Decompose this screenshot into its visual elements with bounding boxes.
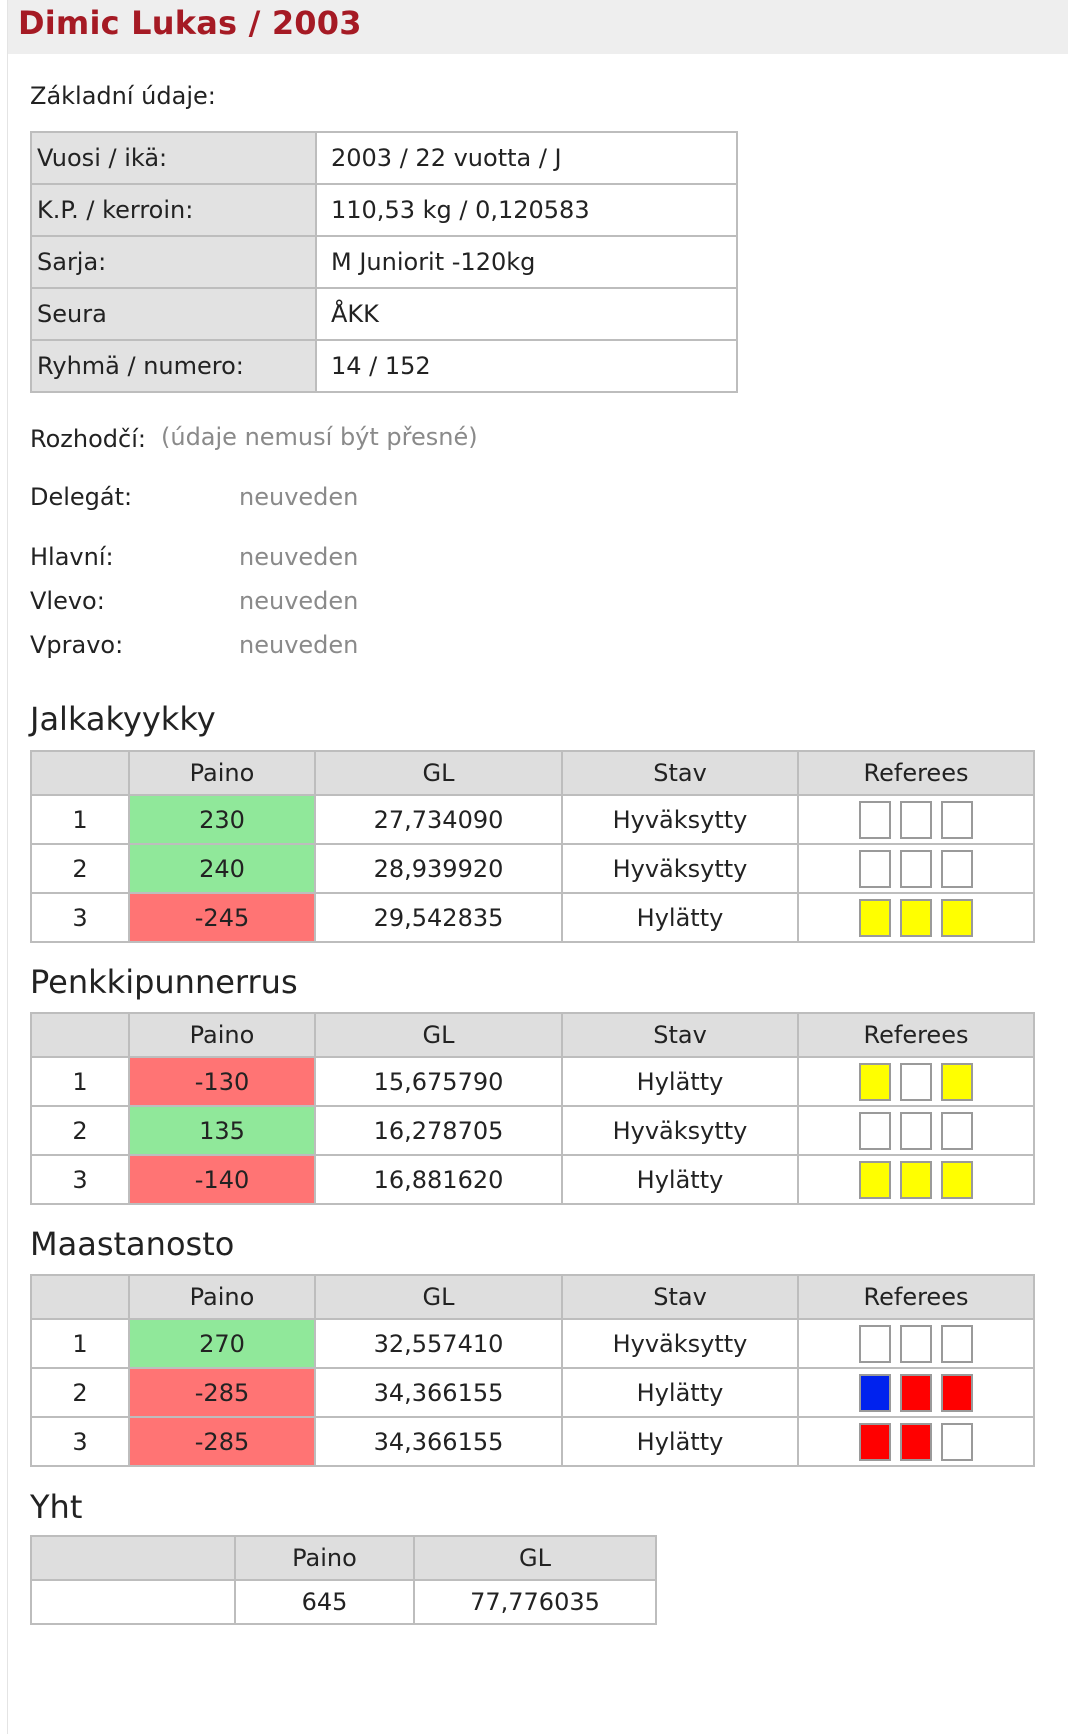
attempt-row [31, 1319, 1034, 1368]
attempt-number: 2 [31, 1106, 129, 1155]
total-blank-cell [31, 1580, 235, 1624]
referee-left-value: neuveden [239, 587, 359, 615]
attempt-weight: -285 [129, 1417, 315, 1466]
attempt-gl: 16,278705 [315, 1106, 562, 1155]
attempt-number: 3 [31, 893, 129, 942]
lift-col-paino: Paino [129, 751, 315, 795]
lift-col-refs: Referees [798, 1013, 1034, 1057]
lift-table [30, 750, 1035, 943]
lift-col-gl: GL [315, 1013, 562, 1057]
basic-info-row [31, 132, 737, 184]
referee-light-yellow [900, 899, 932, 937]
referee-light-yellow [859, 1063, 891, 1101]
basic-info-label: K.P. / kerroin: [31, 184, 316, 236]
total-table [30, 1535, 657, 1625]
attempt-referee-lights [798, 795, 1034, 844]
attempt-gl: 15,675790 [315, 1057, 562, 1106]
lift-header-row [31, 1275, 1034, 1319]
lift-col-gl: GL [315, 751, 562, 795]
lift-col-no [31, 1275, 129, 1319]
lift-col-stav: Stav [562, 751, 798, 795]
referee-left-label: Vlevo: [30, 587, 105, 615]
lift-col-stav: Stav [562, 1013, 798, 1057]
attempt-number: 3 [31, 1155, 129, 1204]
page-title: Dimic Lukas / 2003 [18, 4, 362, 42]
referee-light-white [900, 850, 932, 888]
referee-delegate-value: neuveden [239, 483, 359, 511]
attempt-gl: 29,542835 [315, 893, 562, 942]
basic-info-label: Ryhmä / numero: [31, 340, 316, 392]
lift-title: Maastanosto [30, 1225, 235, 1263]
referee-light-yellow [900, 1161, 932, 1199]
lift-col-paino: Paino [129, 1013, 315, 1057]
attempt-referee-lights [798, 1106, 1034, 1155]
referee-delegate-label: Delegát: [30, 483, 133, 511]
lift-col-no [31, 751, 129, 795]
attempt-gl: 27,734090 [315, 795, 562, 844]
attempt-referee-lights [798, 1057, 1034, 1106]
basic-info-label: Sarja: [31, 236, 316, 288]
referee-lights [799, 1325, 1033, 1363]
attempt-gl: 28,939920 [315, 844, 562, 893]
referee-right-label: Vpravo: [30, 631, 124, 659]
referee-main-value: neuveden [239, 543, 359, 571]
referee-lights [799, 1161, 1033, 1199]
lift-col-gl: GL [315, 1275, 562, 1319]
referees-note: (údaje nemusí být přesné) [161, 423, 478, 451]
attempt-row [31, 1155, 1034, 1204]
attempt-referee-lights [798, 1417, 1034, 1466]
total-col-gl: GL [414, 1536, 656, 1580]
attempt-status: Hylätty [562, 1368, 798, 1417]
attempt-row [31, 893, 1034, 942]
attempt-weight: 230 [129, 795, 315, 844]
page-left-edge [7, 0, 8, 1734]
total-row [31, 1580, 656, 1624]
attempt-referee-lights [798, 1155, 1034, 1204]
attempt-number: 1 [31, 795, 129, 844]
referee-light-white [900, 1325, 932, 1363]
attempt-gl: 32,557410 [315, 1319, 562, 1368]
lift-title: Penkkipunnerrus [30, 963, 298, 1001]
referee-lights [799, 1112, 1033, 1150]
referee-lights [799, 1423, 1033, 1461]
lift-col-refs: Referees [798, 1275, 1034, 1319]
basic-info-row [31, 288, 737, 340]
basic-info-label: Vuosi / ikä: [31, 132, 316, 184]
basic-info-row [31, 340, 737, 392]
referee-main-label: Hlavní: [30, 543, 114, 571]
referee-right-value: neuveden [239, 631, 359, 659]
total-col-blank [31, 1536, 235, 1580]
lift-header-row [31, 751, 1034, 795]
basic-info-value: 110,53 kg / 0,120583 [316, 184, 737, 236]
attempt-status: Hylätty [562, 1155, 798, 1204]
referee-light-red [900, 1374, 932, 1412]
referee-lights [799, 1063, 1033, 1101]
attempt-weight: 240 [129, 844, 315, 893]
referee-light-white [859, 1112, 891, 1150]
lift-col-refs: Referees [798, 751, 1034, 795]
attempt-gl: 34,366155 [315, 1417, 562, 1466]
attempt-number: 1 [31, 1319, 129, 1368]
referee-lights [799, 850, 1033, 888]
lift-col-no [31, 1013, 129, 1057]
referee-light-red [859, 1423, 891, 1461]
attempt-status: Hyväksytty [562, 1319, 798, 1368]
referee-light-blue [859, 1374, 891, 1412]
lift-header-row [31, 1013, 1034, 1057]
referee-light-white [941, 850, 973, 888]
attempt-referee-lights [798, 1368, 1034, 1417]
referee-light-white [900, 801, 932, 839]
attempt-weight: -285 [129, 1368, 315, 1417]
total-title: Yht [30, 1488, 83, 1526]
basic-info-value: M Juniorit -120kg [316, 236, 737, 288]
attempt-number: 2 [31, 1368, 129, 1417]
lift-table [30, 1274, 1035, 1467]
referee-light-white [941, 1325, 973, 1363]
attempt-status: Hylätty [562, 1057, 798, 1106]
lift-col-stav: Stav [562, 1275, 798, 1319]
referee-lights [799, 899, 1033, 937]
total-paino-cell: 645 [235, 1580, 414, 1624]
attempt-row [31, 795, 1034, 844]
lift-table [30, 1012, 1035, 1205]
page-header [8, 0, 1068, 54]
basic-info-table [30, 131, 738, 393]
attempt-weight: 135 [129, 1106, 315, 1155]
referee-lights [799, 801, 1033, 839]
referee-light-white [859, 1325, 891, 1363]
total-header-row [31, 1536, 656, 1580]
referee-light-red [941, 1374, 973, 1412]
attempt-gl: 16,881620 [315, 1155, 562, 1204]
referee-light-yellow [941, 1161, 973, 1199]
basic-info-value: 2003 / 22 vuotta / J [316, 132, 737, 184]
lift-col-paino: Paino [129, 1275, 315, 1319]
attempt-referee-lights [798, 844, 1034, 893]
attempt-gl: 34,366155 [315, 1368, 562, 1417]
basic-info-value: 14 / 152 [316, 340, 737, 392]
attempt-weight: 270 [129, 1319, 315, 1368]
basic-info-row [31, 236, 737, 288]
attempt-weight: -140 [129, 1155, 315, 1204]
referee-light-white [859, 801, 891, 839]
basic-info-row [31, 184, 737, 236]
referee-lights [799, 1374, 1033, 1412]
referee-light-yellow [941, 1063, 973, 1101]
attempt-row [31, 844, 1034, 893]
referee-light-white [941, 1423, 973, 1461]
referee-light-white [900, 1112, 932, 1150]
attempt-weight: -245 [129, 893, 315, 942]
total-gl-cell: 77,776035 [414, 1580, 656, 1624]
attempt-number: 3 [31, 1417, 129, 1466]
attempt-referee-lights [798, 1319, 1034, 1368]
referee-light-white [941, 1112, 973, 1150]
attempt-number: 1 [31, 1057, 129, 1106]
referee-light-white [941, 801, 973, 839]
referee-light-yellow [859, 1161, 891, 1199]
attempt-weight: -130 [129, 1057, 315, 1106]
referee-light-yellow [859, 899, 891, 937]
basic-info-value: ÅKK [316, 288, 737, 340]
lift-title: Jalkakyykky [30, 700, 216, 738]
basic-info-label: Seura [31, 288, 316, 340]
basic-info-heading: Základní údaje: [30, 82, 216, 110]
attempt-row [31, 1368, 1034, 1417]
referee-light-yellow [941, 899, 973, 937]
attempt-status: Hylätty [562, 893, 798, 942]
attempt-row [31, 1106, 1034, 1155]
attempt-referee-lights [798, 893, 1034, 942]
referee-light-red [900, 1423, 932, 1461]
attempt-status: Hyväksytty [562, 844, 798, 893]
attempt-status: Hylätty [562, 1417, 798, 1466]
total-col-paino: Paino [235, 1536, 414, 1580]
referee-light-white [900, 1063, 932, 1101]
attempt-status: Hyväksytty [562, 795, 798, 844]
attempt-number: 2 [31, 844, 129, 893]
attempt-row [31, 1417, 1034, 1466]
referee-light-white [859, 850, 891, 888]
attempt-row [31, 1057, 1034, 1106]
attempt-status: Hyväksytty [562, 1106, 798, 1155]
referees-heading: Rozhodčí: [30, 425, 146, 453]
